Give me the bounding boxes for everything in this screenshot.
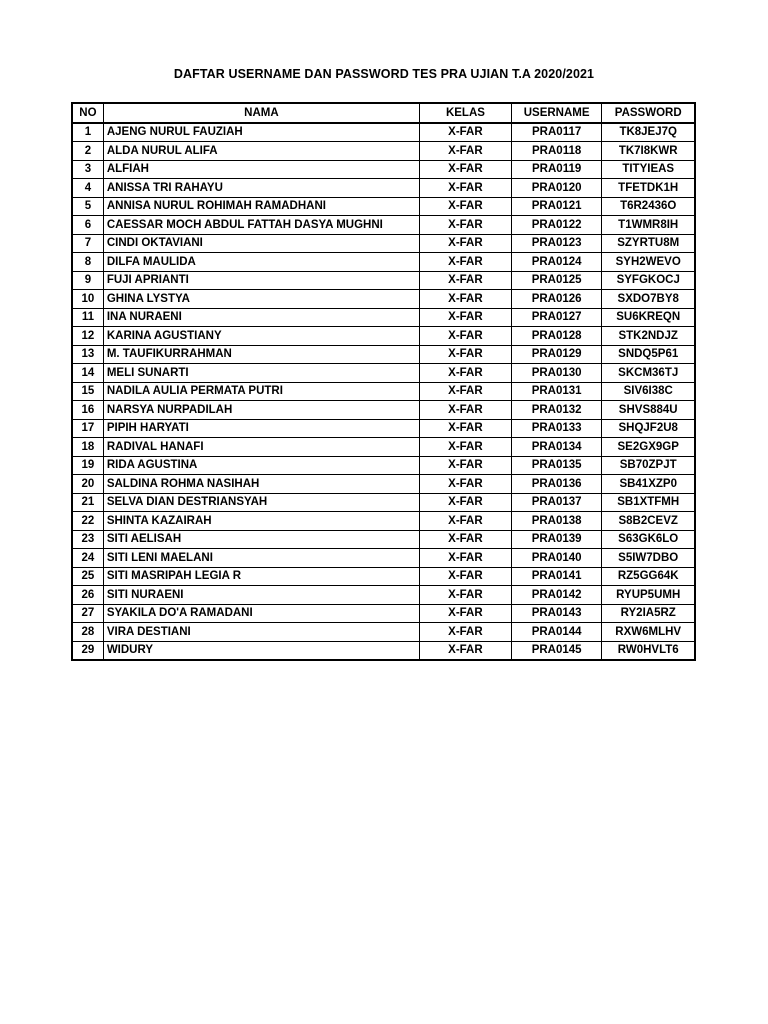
cell-username: PRA0141	[511, 567, 602, 586]
cell-no: 2	[72, 142, 103, 161]
cell-password: SZYRTU8M	[602, 234, 695, 253]
cell-nama: SHINTA KAZAIRAH	[103, 512, 419, 531]
cell-kelas: X-FAR	[420, 234, 512, 253]
document-title: DAFTAR USERNAME DAN PASSWORD TES PRA UJIAN T.A 2020/2021	[173, 67, 595, 81]
cell-nama: RADIVAL HANAFI	[103, 438, 419, 457]
cell-no: 7	[72, 234, 103, 253]
cell-username: PRA0137	[511, 493, 602, 512]
cell-password: S63GK6LO	[602, 530, 695, 549]
cell-no: 13	[72, 345, 103, 364]
cell-username: PRA0122	[511, 216, 602, 235]
header-nama: NAMA	[103, 103, 419, 123]
cell-no: 10	[72, 290, 103, 309]
table-row	[72, 623, 695, 642]
cell-username: PRA0119	[511, 160, 602, 179]
cell-nama: AJENG NURUL FAUZIAH	[103, 123, 419, 142]
cell-username: PRA0134	[511, 438, 602, 457]
cell-no: 11	[72, 308, 103, 327]
cell-password: TFETDK1H	[602, 179, 695, 198]
cell-no: 21	[72, 493, 103, 512]
table-row	[72, 641, 695, 660]
cell-username: PRA0118	[511, 142, 602, 161]
cell-no: 18	[72, 438, 103, 457]
cell-password: SHVS884U	[602, 401, 695, 420]
table-row	[72, 604, 695, 623]
cell-username: PRA0145	[511, 641, 602, 660]
cell-password: T6R2436O	[602, 197, 695, 216]
cell-username: PRA0123	[511, 234, 602, 253]
cell-no: 4	[72, 179, 103, 198]
cell-kelas: X-FAR	[420, 382, 512, 401]
table-row	[72, 345, 695, 364]
cell-password: SHQJF2U8	[602, 419, 695, 438]
cell-password: SB41XZP0	[602, 475, 695, 494]
cell-no: 26	[72, 586, 103, 605]
cell-password: RY2IA5RZ	[602, 604, 695, 623]
cell-no: 28	[72, 623, 103, 642]
cell-username: PRA0138	[511, 512, 602, 531]
table-row	[72, 327, 695, 346]
cell-nama: NARSYA NURPADILAH	[103, 401, 419, 420]
cell-no: 22	[72, 512, 103, 531]
cell-kelas: X-FAR	[420, 549, 512, 568]
cell-password: SYH2WEVO	[602, 253, 695, 272]
cell-username: PRA0136	[511, 475, 602, 494]
cell-username: PRA0135	[511, 456, 602, 475]
cell-nama: INA NURAENI	[103, 308, 419, 327]
table-row	[72, 142, 695, 161]
cell-nama: WIDURY	[103, 641, 419, 660]
cell-nama: SELVA DIAN DESTRIANSYAH	[103, 493, 419, 512]
cell-no: 29	[72, 641, 103, 660]
table-row	[72, 456, 695, 475]
cell-password: SXDO7BY8	[602, 290, 695, 309]
cell-password: SYFGKOCJ	[602, 271, 695, 290]
cell-no: 19	[72, 456, 103, 475]
cell-password: S8B2CEVZ	[602, 512, 695, 531]
cell-no: 1	[72, 123, 103, 142]
cell-no: 8	[72, 253, 103, 272]
cell-kelas: X-FAR	[420, 623, 512, 642]
table-row	[72, 160, 695, 179]
cell-no: 5	[72, 197, 103, 216]
cell-nama: SALDINA ROHMA NASIHAH	[103, 475, 419, 494]
table-header	[72, 103, 695, 123]
cell-nama: SITI MASRIPAH LEGIA R	[103, 567, 419, 586]
cell-username: PRA0143	[511, 604, 602, 623]
cell-username: PRA0140	[511, 549, 602, 568]
cell-kelas: X-FAR	[420, 308, 512, 327]
cell-no: 15	[72, 382, 103, 401]
cell-kelas: X-FAR	[420, 216, 512, 235]
cell-nama: CAESSAR MOCH ABDUL FATTAH DASYA MUGHNI	[103, 216, 419, 235]
cell-nama: PIPIH HARYATI	[103, 419, 419, 438]
cell-kelas: X-FAR	[420, 123, 512, 142]
table-row	[72, 234, 695, 253]
cell-username: PRA0131	[511, 382, 602, 401]
cell-password: SB1XTFMH	[602, 493, 695, 512]
cell-no: 23	[72, 530, 103, 549]
cell-password: SNDQ5P61	[602, 345, 695, 364]
header-no: NO	[72, 103, 103, 123]
cell-kelas: X-FAR	[420, 179, 512, 198]
header-password: PASSWORD	[602, 103, 695, 123]
cell-no: 3	[72, 160, 103, 179]
cell-nama: ALDA NURUL ALIFA	[103, 142, 419, 161]
cell-username: PRA0129	[511, 345, 602, 364]
cell-kelas: X-FAR	[420, 493, 512, 512]
cell-username: PRA0121	[511, 197, 602, 216]
cell-kelas: X-FAR	[420, 364, 512, 383]
cell-password: TK7I8KWR	[602, 142, 695, 161]
cell-password: RZ5GG64K	[602, 567, 695, 586]
table-row	[72, 530, 695, 549]
cell-username: PRA0132	[511, 401, 602, 420]
cell-nama: M. TAUFIKURRAHMAN	[103, 345, 419, 364]
cell-no: 12	[72, 327, 103, 346]
table-row	[72, 549, 695, 568]
table-row	[72, 586, 695, 605]
table-row	[72, 493, 695, 512]
table-row	[72, 123, 695, 142]
cell-nama: CINDI OKTAVIANI	[103, 234, 419, 253]
cell-password: RW0HVLT6	[602, 641, 695, 660]
header-kelas: KELAS	[420, 103, 512, 123]
cell-password: RXW6MLHV	[602, 623, 695, 642]
table-row	[72, 197, 695, 216]
cell-nama: FUJI APRIANTI	[103, 271, 419, 290]
cell-username: PRA0127	[511, 308, 602, 327]
cell-password: SE2GX9GP	[602, 438, 695, 457]
cell-password: STK2NDJZ	[602, 327, 695, 346]
table-row	[72, 271, 695, 290]
cell-password: TITYIEAS	[602, 160, 695, 179]
table-row	[72, 179, 695, 198]
cell-kelas: X-FAR	[420, 290, 512, 309]
cell-password: SIV6I38C	[602, 382, 695, 401]
cell-kelas: X-FAR	[420, 160, 512, 179]
table-row	[72, 382, 695, 401]
table-row	[72, 401, 695, 420]
cell-kelas: X-FAR	[420, 456, 512, 475]
cell-kelas: X-FAR	[420, 604, 512, 623]
cell-kelas: X-FAR	[420, 641, 512, 660]
cell-nama: ANNISA NURUL ROHIMAH RAMADHANI	[103, 197, 419, 216]
cell-username: PRA0133	[511, 419, 602, 438]
cell-kelas: X-FAR	[420, 327, 512, 346]
cell-kelas: X-FAR	[420, 197, 512, 216]
cell-nama: SITI AELISAH	[103, 530, 419, 549]
cell-password: SKCM36TJ	[602, 364, 695, 383]
cell-nama: KARINA AGUSTIANY	[103, 327, 419, 346]
table-row	[72, 290, 695, 309]
cell-kelas: X-FAR	[420, 271, 512, 290]
cell-no: 24	[72, 549, 103, 568]
cell-password: T1WMR8IH	[602, 216, 695, 235]
cell-kelas: X-FAR	[420, 401, 512, 420]
table-row	[72, 364, 695, 383]
cell-nama: NADILA AULIA PERMATA PUTRI	[103, 382, 419, 401]
table-row	[72, 512, 695, 531]
cell-kelas: X-FAR	[420, 475, 512, 494]
cell-no: 16	[72, 401, 103, 420]
cell-kelas: X-FAR	[420, 438, 512, 457]
cell-kelas: X-FAR	[420, 512, 512, 531]
cell-kelas: X-FAR	[420, 142, 512, 161]
header-row	[72, 103, 695, 123]
cell-nama: VIRA DESTIANI	[103, 623, 419, 642]
table-row	[72, 308, 695, 327]
cell-password: S5IW7DBO	[602, 549, 695, 568]
cell-no: 9	[72, 271, 103, 290]
cell-username: PRA0126	[511, 290, 602, 309]
cell-no: 27	[72, 604, 103, 623]
table-row	[72, 253, 695, 272]
table-row	[72, 567, 695, 586]
cell-nama: GHINA LYSTYA	[103, 290, 419, 309]
cell-nama: ALFIAH	[103, 160, 419, 179]
cell-username: PRA0124	[511, 253, 602, 272]
cell-kelas: X-FAR	[420, 567, 512, 586]
cell-kelas: X-FAR	[420, 345, 512, 364]
cell-nama: SYAKILA DO'A RAMADANI	[103, 604, 419, 623]
table-row	[72, 475, 695, 494]
cell-password: SU6KREQN	[602, 308, 695, 327]
cell-nama: SITI NURAENI	[103, 586, 419, 605]
cell-nama: DILFA MAULIDA	[103, 253, 419, 272]
cell-password: SB70ZPJT	[602, 456, 695, 475]
cell-nama: RIDA AGUSTINA	[103, 456, 419, 475]
cell-username: PRA0142	[511, 586, 602, 605]
cell-no: 20	[72, 475, 103, 494]
table-row	[72, 216, 695, 235]
table-body	[72, 123, 695, 661]
cell-nama: SITI LENI MAELANI	[103, 549, 419, 568]
cell-no: 14	[72, 364, 103, 383]
cell-password: TK8JEJ7Q	[602, 123, 695, 142]
header-username: USERNAME	[511, 103, 602, 123]
cell-no: 17	[72, 419, 103, 438]
cell-username: PRA0128	[511, 327, 602, 346]
cell-username: PRA0120	[511, 179, 602, 198]
cell-kelas: X-FAR	[420, 253, 512, 272]
cell-kelas: X-FAR	[420, 530, 512, 549]
cell-nama: MELI SUNARTI	[103, 364, 419, 383]
cell-no: 25	[72, 567, 103, 586]
table-row	[72, 419, 695, 438]
cell-username: PRA0144	[511, 623, 602, 642]
cell-password: RYUP5UMH	[602, 586, 695, 605]
cell-username: PRA0139	[511, 530, 602, 549]
cell-no: 6	[72, 216, 103, 235]
cell-kelas: X-FAR	[420, 419, 512, 438]
cell-kelas: X-FAR	[420, 586, 512, 605]
cell-username: PRA0117	[511, 123, 602, 142]
cell-nama: ANISSA TRI RAHAYU	[103, 179, 419, 198]
table-row	[72, 438, 695, 457]
cell-username: PRA0125	[511, 271, 602, 290]
cell-username: PRA0130	[511, 364, 602, 383]
credentials-table	[71, 102, 696, 661]
